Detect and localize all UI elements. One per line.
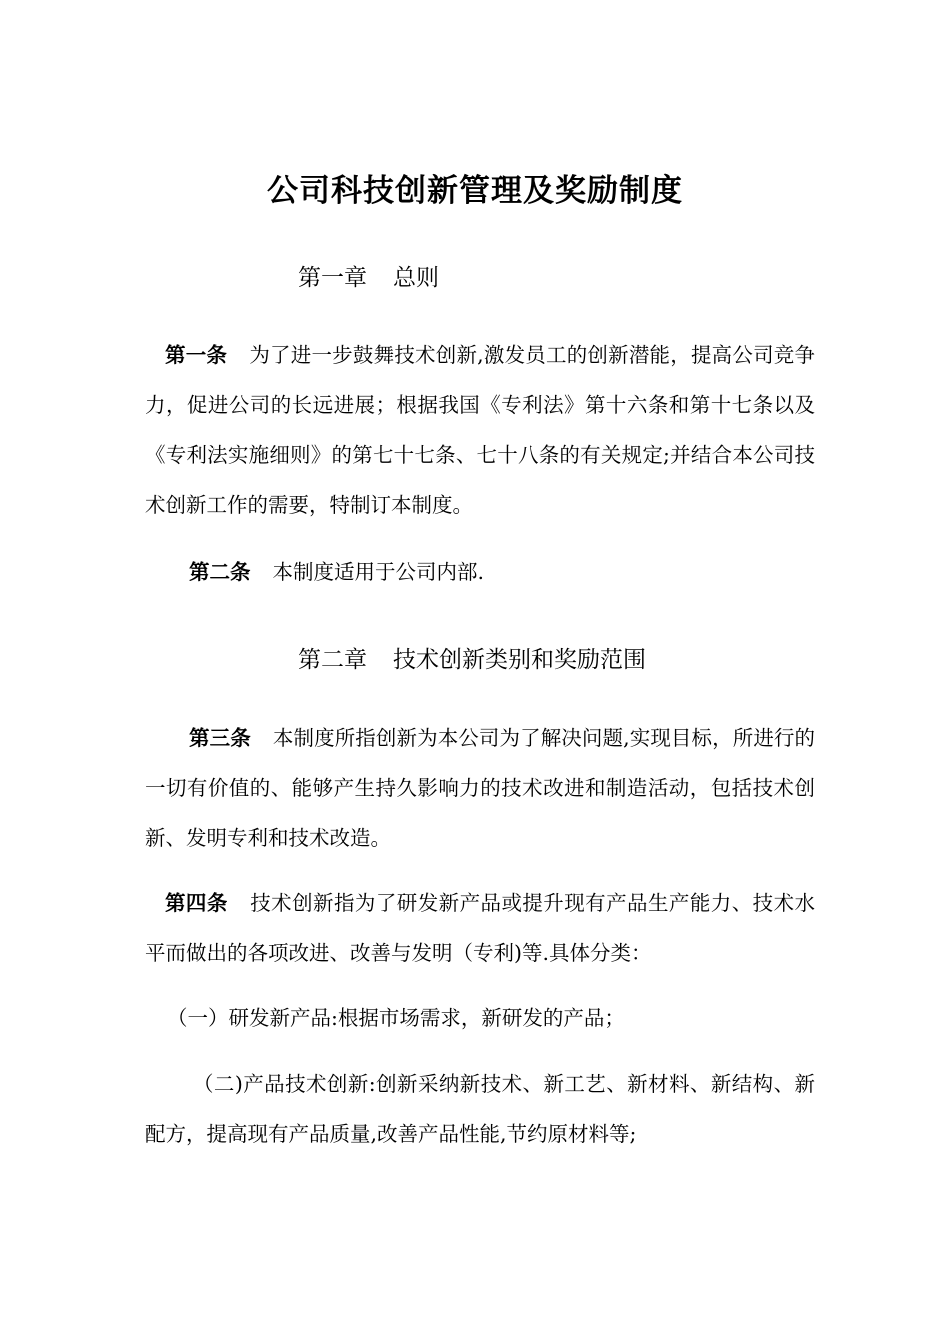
- chapter-name: 技术创新类别和奖励范围: [393, 647, 646, 673]
- article-text: 为了进一步鼓舞技术创新,激发员工的创新潜能，提高公司竞争力，促进公司的长远进展；根据我国《专利法》第十六条和第十七条以及《专利法实施细则》的第七十七条、七十八条的有关规定;并结合本公司技术创新工作的需要，特制订本制度。: [145, 343, 816, 517]
- article-text: 技术创新指为了研发新产品或提升现有产品生产能力、技术水平而做出的各项改进、改善与发明（专利)等.具体分类：: [145, 891, 816, 965]
- document-title: 公司科技创新管理及奖励制度: [267, 173, 683, 209]
- article-1: [145, 330, 815, 530]
- article-4: [145, 878, 815, 978]
- article-heading: 第二条: [189, 560, 251, 584]
- chapter-number: 第一章: [298, 265, 367, 291]
- article-heading: 第一条: [165, 343, 228, 367]
- article-heading: 第三条: [189, 726, 251, 750]
- article-3: [145, 713, 815, 863]
- chapter-heading-2: [298, 644, 646, 676]
- article-text: 本制度适用于公司内部.: [272, 560, 485, 584]
- chapter-number: 第二章: [298, 647, 367, 673]
- list-item-1: （一）研发新产品:根据市场需求，新研发的产品；: [167, 1006, 625, 1030]
- list-item-2: （二)产品技术创新:创新采纳新技术、新工艺、新材料、新结构、新配方，提高现有产品质量,改善产品性能,节约原材料等;: [145, 1072, 815, 1146]
- chapter-name: 总则: [393, 265, 439, 291]
- article-heading: 第四条: [165, 891, 228, 915]
- chapter-heading-1: [298, 262, 439, 294]
- article-2: [145, 547, 815, 597]
- article-text: 本制度所指创新为本公司为了解决问题,实现目标，所进行的一切有价值的、能够产生持久影响力的技术改进和制造活动，包括技术创新、发明专利和技术改造。: [145, 726, 816, 850]
